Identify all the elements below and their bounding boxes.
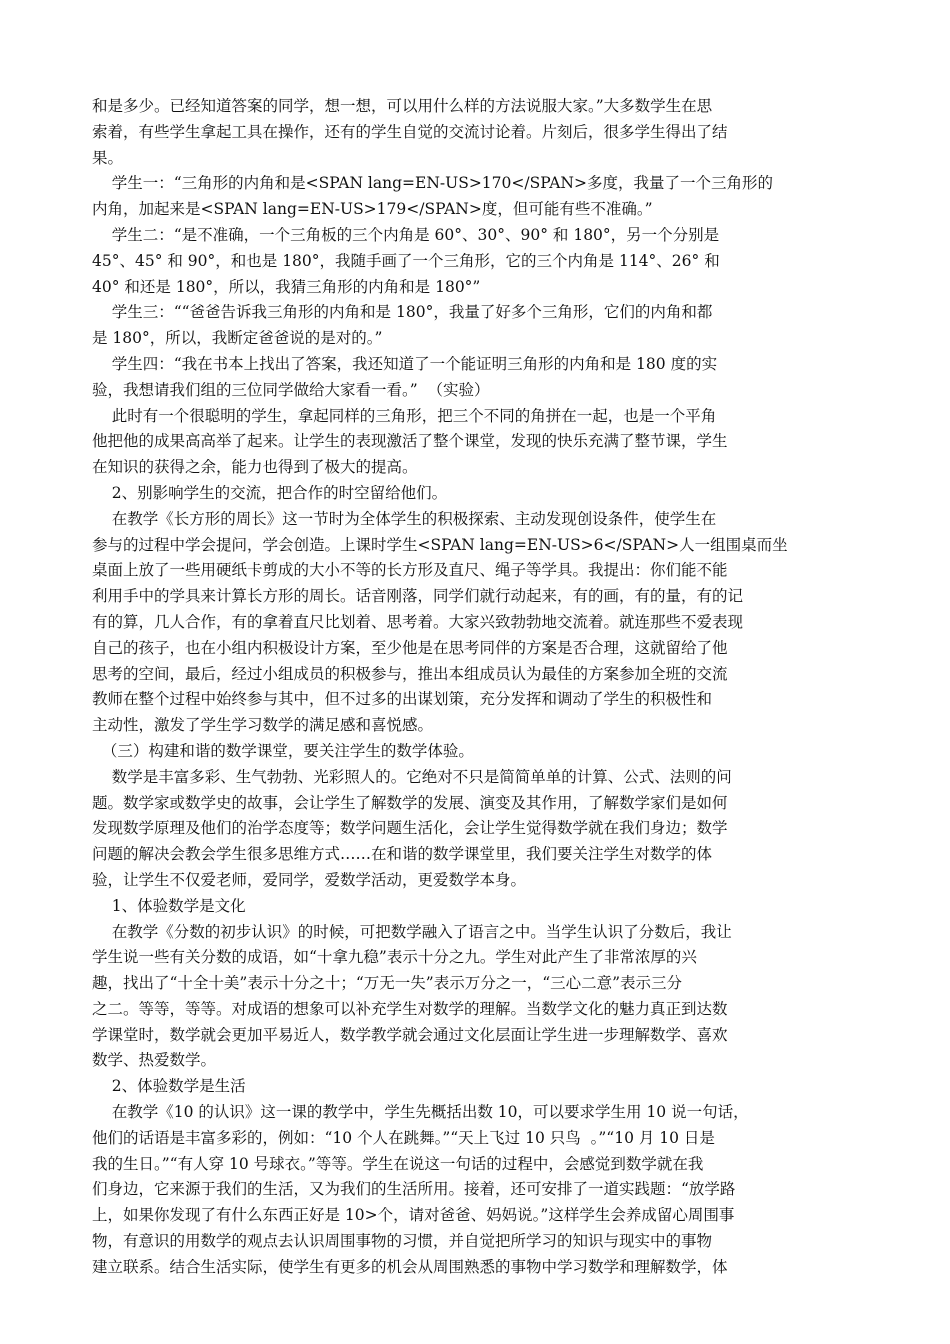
- section-heading: 1、体验数学是文化: [92, 896, 246, 915]
- text-line: 我的生日。”“有人穿 10 号球衣。”等等。学生在说这一句话的过程中，会感觉到数学就在我: [92, 1154, 704, 1173]
- text-line: 自己的孩子，也在小组内积极设计方案，至少他是在思考同伴的方案是否合理，这就留给了他: [92, 638, 728, 657]
- text-line: 参与的过程中学会提问，学会创造。上课时学生<SPAN lang=EN-US>6</SPAN>人一组围桌而坐: [92, 535, 788, 554]
- text-line: 学课堂时，数学就会更加平易近人，数学教学就会通过文化层面让学生进一步理解数学、喜欢: [92, 1025, 728, 1044]
- text-line: 果。: [92, 148, 124, 167]
- text-line: 他把他的成果高高举了起来。让学生的表现激活了整个课堂，发现的快乐充满了整节课，学生: [92, 432, 728, 451]
- section-heading: 2、别影响学生的交流，把合作的时空留给他们。: [92, 483, 448, 502]
- text-line: 问题的解决会教会学生很多思维方式……在和谐的数学课堂里，我们要关注学生对数学的体: [92, 845, 713, 864]
- text-line: 之二。等等，等等。对成语的想象可以补充学生对数学的理解。当数学文化的魅力真正到达数: [92, 999, 728, 1018]
- text-line: 题。数学家或数学史的故事，会让学生了解数学的发展、演变及其作用，了解数学家们是如何: [92, 793, 728, 812]
- text-line: 趣，找出了“十全十美”表示十分之十；“万无一失”表示万分之一，“三心二意”表示三分: [92, 974, 683, 993]
- text-line: 内角，加起来是<SPAN lang=EN-US>179</SPAN>度，但可能有些不准确。”: [92, 200, 653, 219]
- text-line: 学生四：“我在书本上找出了答案，我还知道了一个能证明三角形的内角和是 180 度的实: [92, 354, 718, 373]
- text-line: 在教学《长方形的周长》这一节时为全体学生的积极探索、主动发现创设条件，使学生在: [92, 509, 717, 528]
- text-line: 在知识的获得之余，能力也得到了极大的提高。: [92, 458, 418, 477]
- text-line: 桌面上放了一些用硬纸卡剪成的大小不等的长方形及直尺、绳子等学具。我提出：你们能不能: [92, 561, 728, 580]
- text-line: 物，有意识的用数学的观点去认识周围事物的习惯，并自觉把所学习的知识与现实中的事物: [92, 1232, 713, 1251]
- text-line: 学生说一些有关分数的成语，如“十拿九稳”表示十分之九。学生对此产生了非常浓厚的兴: [92, 948, 697, 967]
- text-line: 发现数学原理及他们的治学态度等；数学问题生活化，会让学生觉得数学就在我们身边；数学: [92, 819, 728, 838]
- text-line: 45°、45° 和 90°，和也是 180°，我随手画了一个三角形，它的三个内角是 114°、26° 和: [92, 251, 720, 270]
- text-line: 40° 和还是 180°，所以，我猜三角形的内角和是 180°”: [92, 277, 481, 296]
- text-line: 验，我想请我们组的三位同学做给大家看一看。” （实验）: [92, 380, 490, 399]
- text-line: 有的算，几人合作，有的拿着直尺比划着、思考着。大家兴致勃勃地交流着。就连那些不爱表现: [92, 612, 744, 631]
- text-line: 思考的空间，最后，经过小组成员的积极参与，推出本组成员认为最佳的方案参加全班的交流: [92, 664, 728, 683]
- text-line: 主动性，激发了学生学习数学的满足感和喜悦感。: [92, 716, 434, 735]
- text-line: 利用手中的学具来计算长方形的周长。话音刚落，同学们就行动起来，有的画，有的量，有的记: [92, 587, 744, 606]
- text-line: 们身边，它来源于我们的生活，又为我们的生活所用。接着，还可安排了一道实践题：“放学路: [92, 1180, 736, 1199]
- text-line: 数学是丰富多彩、生气勃勃、光彩照人的。它绝对不只是简简单单的计算、公式、法则的问: [92, 767, 732, 786]
- text-line: 是 180°，所以，我断定爸爸说的是对的。”: [92, 329, 383, 348]
- text-line: 上，如果你发现了有什么东西正好是 10>个，请对爸爸、妈妈说。”这样学生会养成留心周围事: [92, 1206, 735, 1225]
- section-heading: （三）构建和谐的数学课堂，要关注学生的数学体验。: [92, 741, 474, 760]
- text-line: 学生三：““爸爸告诉我三角形的内角和是 180°，我量了好多个三角形，它们的内角和都: [92, 303, 713, 322]
- text-line: 学生一：“三角形的内角和是<SPAN lang=EN-US>170</SPAN>多度，我量了一个三角形的: [92, 174, 773, 193]
- text-line: 在教学《分数的初步认识》的时候，可把数学融入了语言之中。当学生认识了分数后，我让: [92, 922, 732, 941]
- text-line: 他们的话语是丰富多彩的，例如：“10 个人在跳舞。”“天上飞过 10 只鸟 。”“10 月 10 日是: [92, 1128, 715, 1147]
- text-line: 验，让学生不仅爱老师，爱同学，爱数学活动，更爱数学本身。: [92, 870, 527, 889]
- text-line: 数学、热爱数学。: [92, 1051, 217, 1070]
- text-line: 和是多少。已经知道答案的同学，想一想，可以用什么样的方法说服大家。”大多数学生在思: [92, 97, 713, 115]
- text-line: 教师在整个过程中始终参与其中，但不过多的出谋划策，充分发挥和调动了学生的积极性和: [92, 690, 713, 709]
- text-line: 此时有一个很聪明的学生，拿起同样的三角形，把三个不同的角拼在一起，也是一个平角: [92, 406, 717, 425]
- section-heading: 2、体验数学是生活: [92, 1077, 246, 1096]
- text-line: 在教学《10 的认识》这一课的教学中，学生先概括出数 10，可以要求学生用 10 说一句话，: [92, 1103, 749, 1122]
- text-line: 建立联系。结合生活实际，使学生有更多的机会从周围熟悉的事物中学习数学和理解数学，体: [92, 1257, 728, 1276]
- text-line: 学生二：“是不准确，一个三角板的三个内角是 60°、30°、90° 和 180°，另一个分别是: [92, 225, 720, 244]
- text-line: 索着，有些学生拿起工具在操作，还有的学生自觉的交流讨论着。片刻后，很多学生得出了结: [92, 122, 728, 141]
- document-body: [92, 94, 862, 1281]
